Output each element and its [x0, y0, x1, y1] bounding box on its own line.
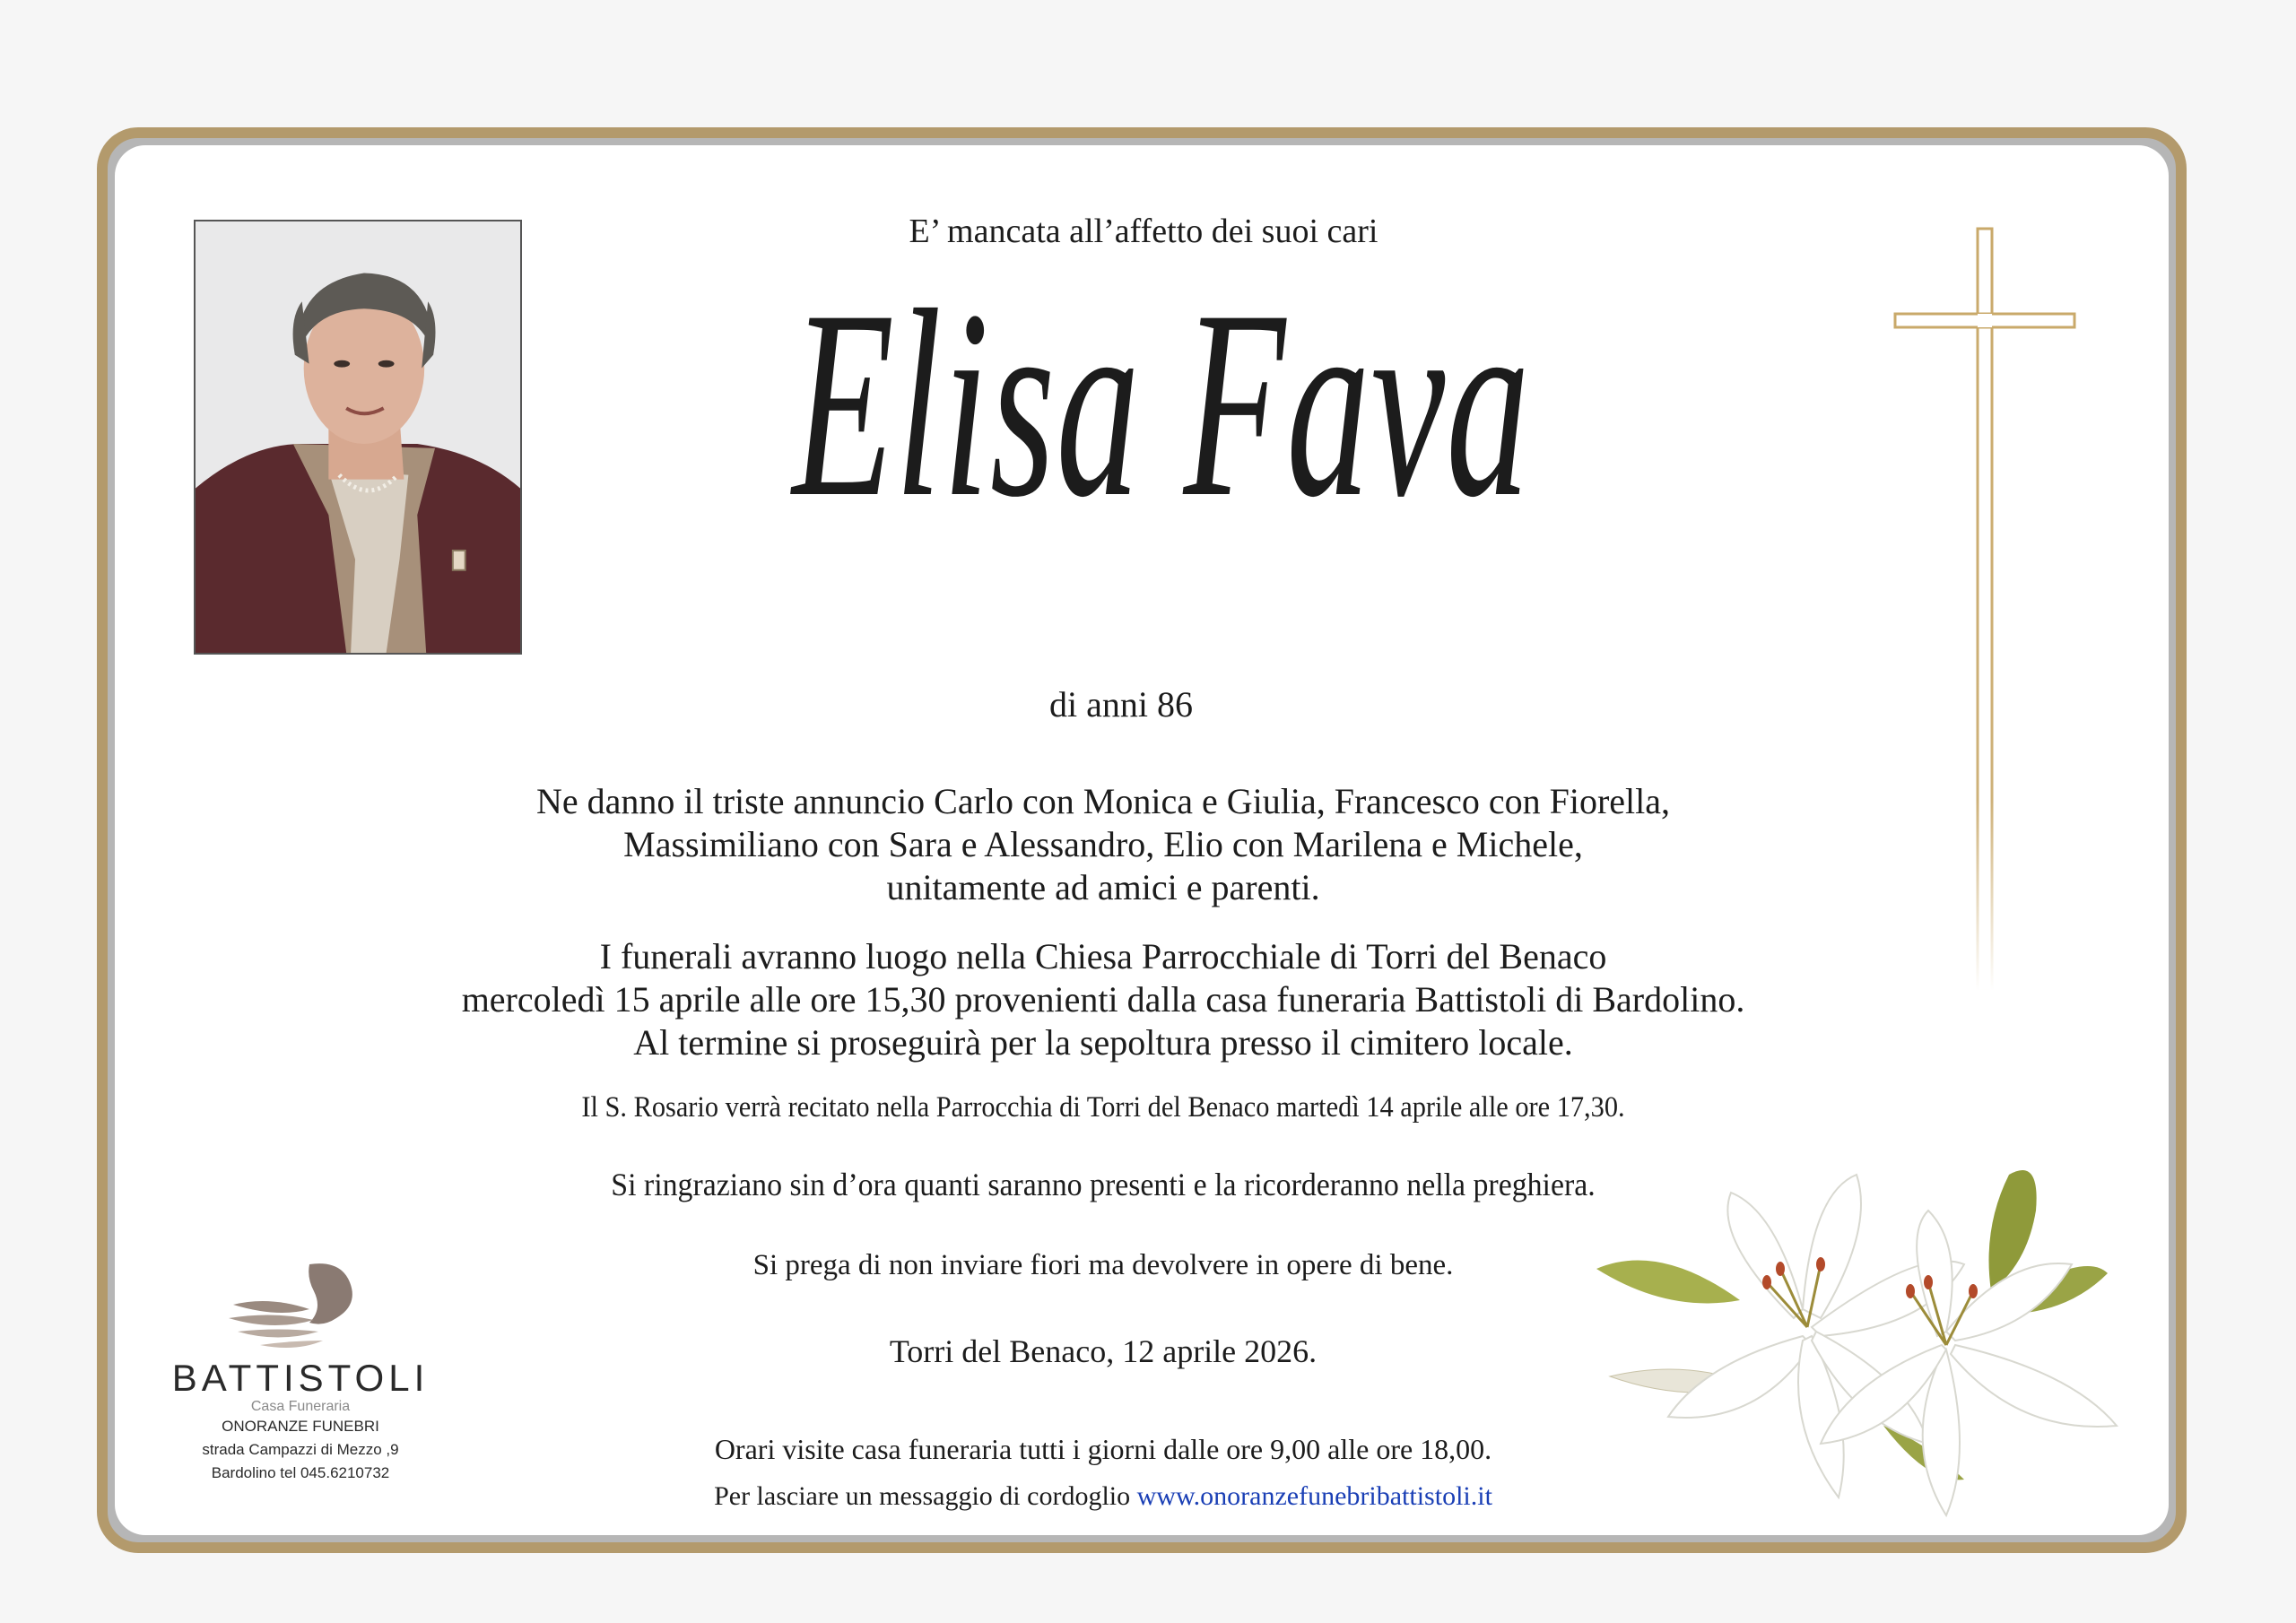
portrait-photo: [194, 220, 522, 655]
deceased-name: Elisa Fava: [792, 255, 1531, 552]
announcement-line: Ne danno il triste annuncio Carlo con Monica e Giulia, Francesco con Fiorella,: [535, 781, 1671, 821]
logo-phone: Bardolino tel 045.6210732: [211, 1464, 390, 1481]
logo-name: BATTISTOLI: [171, 1357, 430, 1399]
announcement-paragraph: [269, 780, 1937, 909]
condolence-prefix: Per lasciare un messaggio di cordoglio: [714, 1481, 1137, 1511]
announcement-line: Massimiliano con Sara e Alessandro, Elio con Marilena e Michele,: [623, 824, 1583, 864]
logo-subtitle: Casa Funeraria: [250, 1399, 351, 1414]
logo-address: strada Campazzi di Mezzo ,9: [202, 1441, 399, 1458]
intro-text: E’ mancata all’affetto dei suoi cari: [909, 213, 1378, 250]
funeral-home-logo: [152, 1255, 448, 1515]
visiting-hours: Orari visite casa funeraria tutti i giorni dalle ore 9,00 alle ore 18,00.: [714, 1433, 1492, 1465]
lily-flowers-icon: [1587, 1157, 2135, 1533]
age-text: di anni 86: [1049, 684, 1193, 725]
flowers-note: Si prega di non inviare fiori ma devolvere in opere di bene.: [752, 1249, 1454, 1281]
cross-icon: [1891, 224, 2079, 995]
thanks-text: Si ringraziano sin d’ora quanti saranno presenti e la ricorderanno nella preghiera.: [611, 1167, 1596, 1202]
funeral-line: Al termine si proseguirà per la sepoltura presso il cimitero locale.: [633, 1022, 1573, 1063]
logo-line-1: ONORANZE FUNEBRI: [222, 1418, 379, 1435]
funeral-line: I funerali avranno luogo nella Chiesa Parrocchiale di Torri del Benaco: [599, 936, 1607, 976]
announcement-line: unitamente ad amici e parenti.: [886, 867, 1320, 907]
angel-wing-icon: [224, 1255, 377, 1354]
rosary-text: Il S. Rosario verrà recitato nella Parrocchia di Torri del Benaco martedì 14 aprile alle ore 17,30.: [581, 1091, 1625, 1124]
place-date: Torri del Benaco, 12 aprile 2026.: [889, 1333, 1318, 1369]
funeral-line: mercoledì 15 aprile alle ore 15,30 provenienti dalla casa funeraria Battistoli di Bardolino.: [461, 979, 1745, 1020]
website-link[interactable]: www.onoranzefunebribattistoli.it: [1136, 1481, 1492, 1511]
funeral-paragraph: [269, 935, 1937, 1064]
